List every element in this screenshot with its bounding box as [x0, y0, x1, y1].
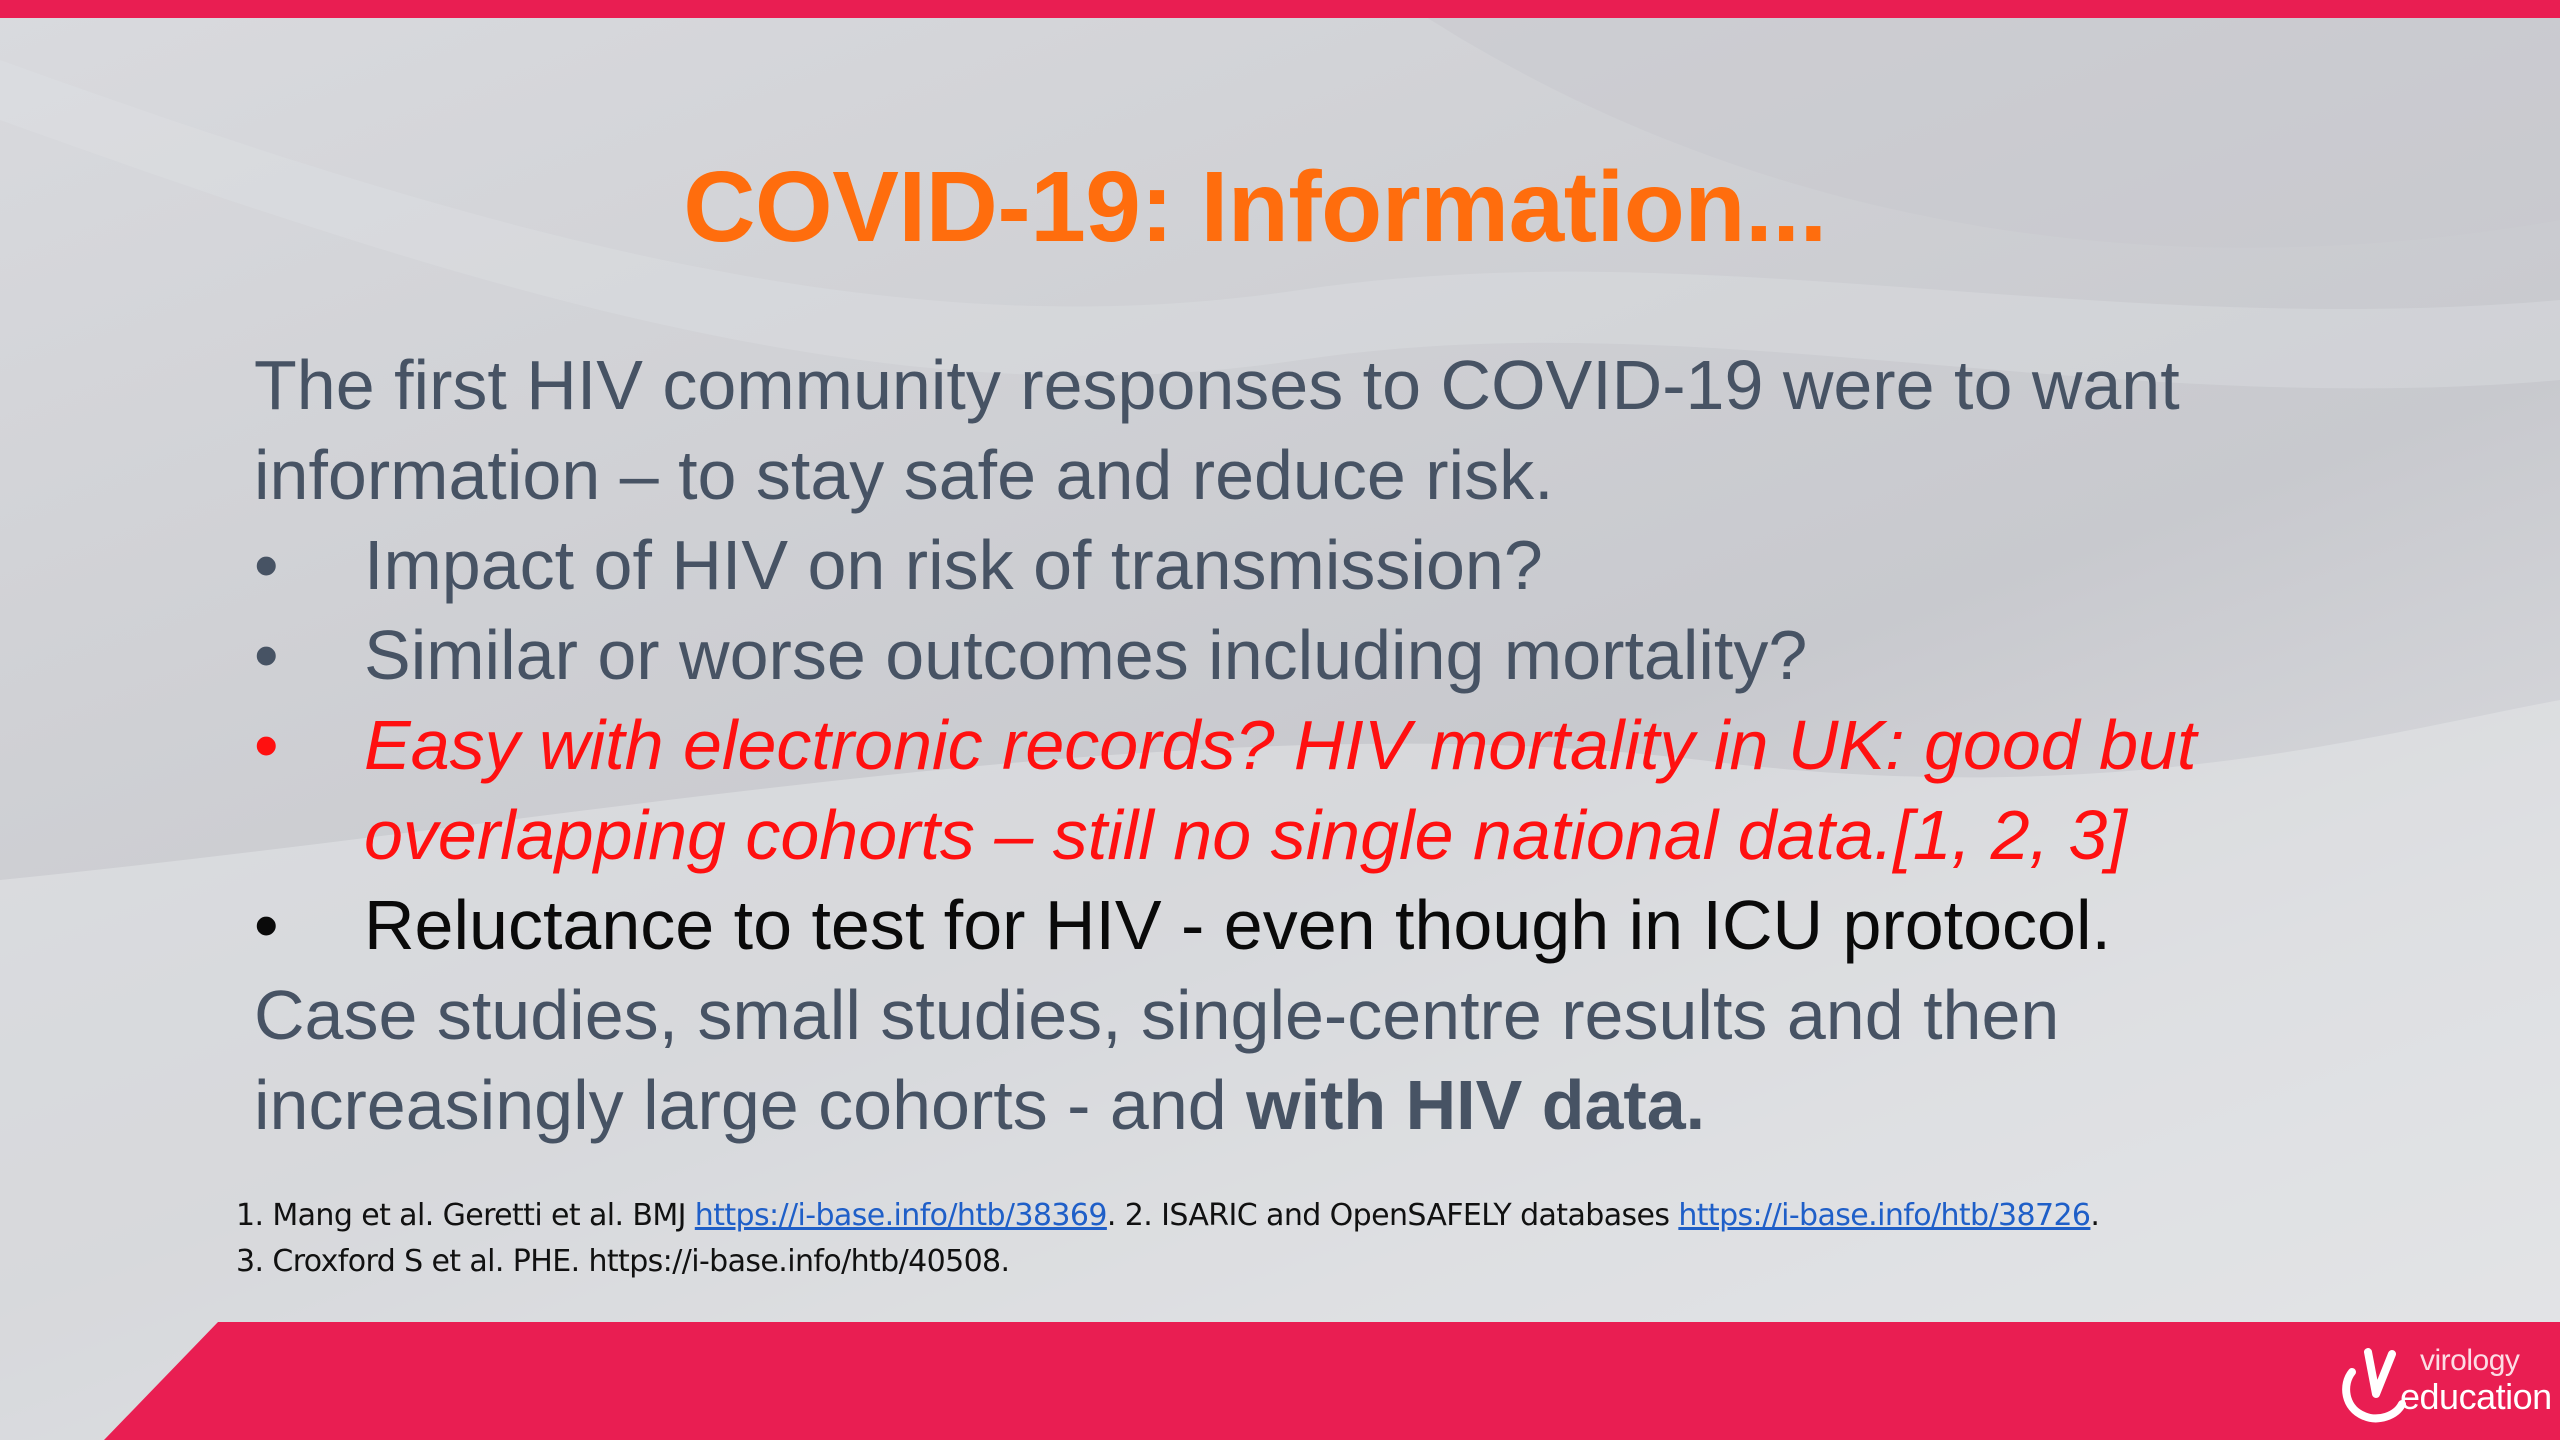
bullet-text: Easy with electronic records? HIV mortality in UK: good but overlapping cohorts – still no single national data.[1, 2, 3]	[364, 706, 2197, 874]
bullet-item	[254, 610, 2354, 700]
top-accent-bar	[0, 0, 2560, 18]
logo-mark-icon	[2338, 1344, 2408, 1424]
reference-line-1	[236, 1193, 2099, 1239]
intro-paragraph: The first HIV community responses to COVID-19 were to want information – to stay safe and reduce risk.	[254, 346, 2180, 514]
bullet-text: Similar or worse outcomes including mortality?	[364, 616, 1808, 694]
closing-text: Case studies, small studies, single-centre results and then increasingly large cohorts - and	[254, 976, 2060, 1144]
closing-paragraph	[254, 970, 2354, 1150]
bullet-text: Reluctance to test for HIV - even though in ICU protocol.	[364, 886, 2111, 964]
bullet-dot: •	[254, 526, 279, 604]
references	[236, 1193, 2099, 1285]
logo-word-education: education	[2400, 1376, 2552, 1417]
slide-title: COVID-19: Information...	[683, 151, 1827, 263]
reference-link-38369[interactable]: https://i-base.info/htb/38369	[694, 1198, 1107, 1233]
reference-link-38726[interactable]: https://i-base.info/htb/38726	[1678, 1198, 2091, 1233]
reference-text: .	[2090, 1198, 2100, 1233]
logo-word-virology: virology	[2420, 1344, 2520, 1377]
bottom-accent-band	[0, 1322, 2560, 1440]
bullet-dot: •	[254, 886, 279, 964]
bullet-dot: •	[254, 616, 279, 694]
bullet-text: Impact of HIV on risk of transmission?	[364, 526, 1543, 604]
reference-line-2: 3. Croxford S et al. PHE. https://i-base.info/htb/40508.	[236, 1244, 1010, 1279]
slide-body	[254, 340, 2354, 1150]
virology-education-logo	[2338, 1344, 2552, 1424]
bullet-dot: •	[254, 706, 279, 784]
reference-text: . 2. ISARIC and OpenSAFELY databases	[1106, 1198, 1679, 1233]
reference-text: 1. Mang et al. Geretti et al. BMJ	[236, 1198, 695, 1233]
bullet-item	[254, 520, 2354, 610]
bullet-item	[254, 880, 2354, 970]
bullet-item-highlighted	[254, 700, 2354, 880]
closing-bold-text: with HIV data.	[1246, 1066, 1706, 1144]
